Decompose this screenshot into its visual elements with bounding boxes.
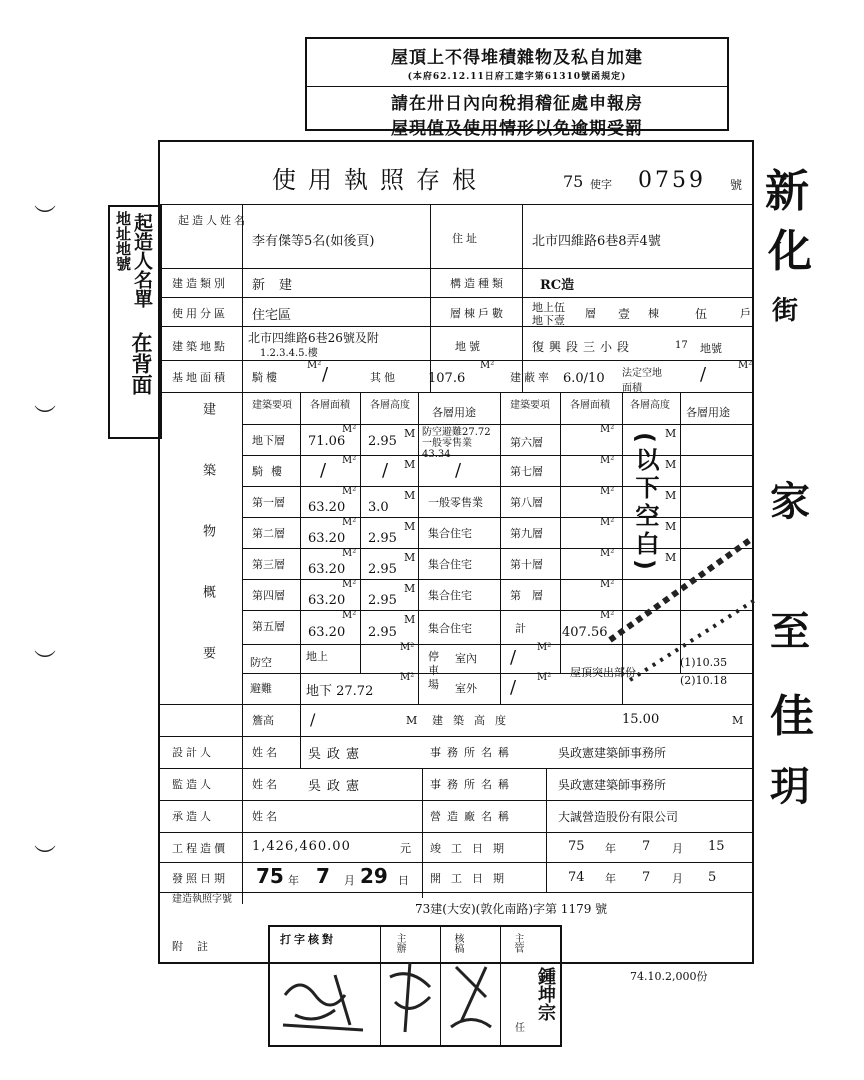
floor-use: 集合住宅 <box>428 558 472 571</box>
height-header-2: 各層高度 <box>630 400 670 411</box>
floor-area: 63.20 <box>308 500 346 515</box>
lot-label: 地號 <box>455 340 483 353</box>
builder-value: 李有傑等5名(如後頁) <box>252 234 375 249</box>
start-year: 74 <box>568 870 585 885</box>
seal-scribble <box>275 955 375 1040</box>
permit-value: 73建(大安)(敦化南路)字第 1179 號 <box>415 902 608 916</box>
area-header-2: 各層面積 <box>570 400 610 411</box>
building-height-value: 15.00 <box>622 712 660 727</box>
floor-right-name: 第十層 <box>510 558 543 571</box>
seal-smudge <box>600 520 760 720</box>
finish-label: 竣工日期 <box>430 842 514 855</box>
cut-off-glyph: 街 <box>772 296 799 326</box>
coverage-label: 建蔽率 <box>510 371 552 384</box>
overview-label: 建築物概要 <box>200 402 215 707</box>
location-line-2: 1.2.3.4.5.樓 <box>260 348 318 359</box>
stamp-line-2: (本府62.12.11日府工建字第61310號函規定) <box>407 72 627 82</box>
cut-off-glyph: 新 <box>765 166 809 217</box>
margin-mark: ︶ <box>34 405 57 430</box>
top-notice-stamp <box>305 37 729 139</box>
contractor-name-label: 姓名 <box>252 810 280 823</box>
floors-label: 層棟戶數 <box>450 307 506 320</box>
floor-use: / <box>455 460 462 481</box>
floor-name: 第一層 <box>252 496 285 509</box>
structure-label: 構造種類 <box>450 277 506 290</box>
year-unit: 年 <box>605 842 616 855</box>
shelter-label: 防空避難 <box>250 656 272 695</box>
floor-use: 一般零售業 <box>428 496 483 509</box>
lot-suffix: 地號 <box>700 342 722 355</box>
units-unit: 戶 <box>740 307 751 320</box>
approval-col-4: 任 <box>515 1023 525 1034</box>
designer-name: 吳政憲 <box>308 747 366 762</box>
stamp-line-1: 屋頂上不得堆積雜物及私自加建 <box>391 48 643 68</box>
buildings-unit: 棟 <box>648 307 659 320</box>
floor-area: 71.06 <box>308 434 346 449</box>
shelter-up-label: 地上 <box>306 650 328 663</box>
other-value: 107.6 <box>428 371 466 386</box>
legal-open-label: 法定空地面積 <box>622 368 662 394</box>
remarks-label: 附註 <box>172 940 222 953</box>
cut-off-glyph: 玥 <box>770 764 810 810</box>
side-note-col-2: 地址地號 <box>114 211 132 271</box>
floor-area: 63.20 <box>308 562 346 577</box>
coverage-value: 6.0/10 <box>563 371 605 386</box>
floor-right-name: 第九層 <box>510 527 543 540</box>
floor-right-name: 第八層 <box>510 496 543 509</box>
side-note <box>108 205 162 439</box>
issue-month: 7 <box>316 864 330 888</box>
structure-value: RC造 <box>540 278 575 293</box>
item-header-2: 建築要項 <box>510 400 550 411</box>
floor-use: 集合住宅 <box>428 589 472 602</box>
floor-area: 63.20 <box>308 625 346 640</box>
shelter-basement: 地下 27.72 <box>306 684 374 699</box>
floor-height: 2.95 <box>368 434 397 449</box>
cost-value: 1,426,460.00 <box>252 839 351 854</box>
unit-m2: M² <box>738 360 753 371</box>
issue-year: 75 <box>256 864 284 888</box>
contractor-label: 承造人 <box>172 810 214 823</box>
parking-in: 室內 <box>455 652 477 665</box>
form-title: 使用執照存根 <box>272 166 488 194</box>
address-label: 住址 <box>452 232 480 245</box>
month-unit: 月 <box>672 872 683 885</box>
floor-area: 63.20 <box>308 531 346 546</box>
year-unit: 年 <box>605 872 616 885</box>
stamp-line-4: 屋現值及使用情形以免逾期受罰 <box>391 119 643 139</box>
permit-number: 0759 <box>638 168 706 193</box>
cut-off-glyph: 家 <box>770 479 810 525</box>
issue-date-label: 發照日期 <box>172 872 228 885</box>
floor-right-name: 第六層 <box>510 436 543 449</box>
month-unit: 月 <box>672 842 683 855</box>
builder-label: 起造人姓名 <box>178 214 248 227</box>
floors-above: 地上伍 <box>532 301 565 314</box>
start-label: 開工日期 <box>430 872 514 885</box>
floor-height: 2.95 <box>368 562 397 577</box>
margin-mark: ︶ <box>34 650 57 675</box>
contractor-firm: 大誠營造股份有限公司 <box>558 810 679 824</box>
roof-height-1: (1)10.35 <box>680 656 728 669</box>
use-header-2: 各層用途 <box>686 406 730 419</box>
supervisor-label: 監造人 <box>172 778 214 791</box>
floor-use: 集合住宅 <box>428 622 472 635</box>
approval-col-1: 主辦 <box>394 933 405 953</box>
floor-area: 63.20 <box>308 593 346 608</box>
supervisor-office: 吳政憲建築師事務所 <box>558 778 667 792</box>
arcade-label: 騎樓 <box>252 371 280 384</box>
cut-off-glyph: 至 <box>770 609 810 655</box>
designer-name-label: 姓名 <box>252 746 280 759</box>
permit-word: 使字 <box>590 178 612 191</box>
floor-right-name: 第 層 <box>510 589 543 602</box>
total-area: 407.56 <box>562 625 608 640</box>
use-header: 各層用途 <box>432 406 476 419</box>
side-note-col-3: 在背面 <box>129 332 154 395</box>
floor-right-name: 計 <box>515 622 526 635</box>
floor-name: 第三層 <box>252 558 285 571</box>
floor-name: 騎樓 <box>252 465 290 478</box>
finish-year: 75 <box>568 839 585 854</box>
build-type-label: 建造類別 <box>172 277 228 290</box>
floors-unit: 層 <box>585 307 596 320</box>
contractor-firm-label: 營造廠名稱 <box>430 810 515 823</box>
unit-m2: M² <box>307 360 322 371</box>
floor-name: 第五層 <box>252 620 285 633</box>
floor-use: 防空避難27.72 一般零售業 43.34 <box>422 427 491 460</box>
margin-mark: ︶ <box>34 845 57 870</box>
supervisor-name-label: 姓名 <box>252 778 280 791</box>
designer-office: 吳政憲建築師事務所 <box>558 746 667 760</box>
floor-height: 3.0 <box>368 500 389 515</box>
supervisor-office-label: 事務所名稱 <box>430 778 515 791</box>
eave-label: 簷高 <box>252 714 274 727</box>
zone-label: 使用分區 <box>172 307 228 320</box>
floor-area: / <box>320 460 327 481</box>
side-note-col-1: 起造人名單 <box>131 213 153 308</box>
floors-below: 地下壹 <box>532 314 565 327</box>
permit-label: 建造執照字號 <box>172 894 232 905</box>
floor-name: 地下層 <box>252 434 285 447</box>
lot-number: 17 <box>675 340 688 351</box>
floor-height: 2.95 <box>368 625 397 640</box>
issue-day: 29 <box>360 864 388 888</box>
seal-scribble <box>446 957 501 1037</box>
designer-label: 設計人 <box>172 746 214 759</box>
finish-day: 15 <box>708 839 725 854</box>
year-unit: 年 <box>288 874 299 887</box>
approval-col-3: 主管 <box>512 933 523 953</box>
designer-office-label: 事務所名稱 <box>430 746 515 759</box>
stamp-line-3: 請在卅日內向稅捐稽征處申報房 <box>307 86 727 114</box>
parking-label: 停車場 <box>428 650 439 691</box>
floor-height: 2.95 <box>368 593 397 608</box>
approval-box <box>268 925 562 1047</box>
margin-mark: ︶ <box>34 205 57 230</box>
cut-off-glyph: 佳 <box>770 691 814 742</box>
start-month: 7 <box>642 870 651 885</box>
unit-m2: M² <box>480 360 495 371</box>
address-value: 北市四維路6巷8弄4號 <box>532 234 661 249</box>
item-header: 建築要項 <box>252 400 292 411</box>
location-label: 建築地點 <box>172 340 228 353</box>
permit-suffix: 號 <box>730 178 743 192</box>
approval-col-2: 核稿 <box>452 933 463 953</box>
floor-name: 第四層 <box>252 589 285 602</box>
base-area-label: 基地面積 <box>172 371 228 384</box>
lot-section: 復興段三小段 <box>532 340 635 354</box>
buildings-value: 壹 <box>618 307 631 321</box>
floor-right-name: 第七層 <box>510 465 543 478</box>
month-unit: 月 <box>344 874 355 887</box>
roof-height-2: (2)10.18 <box>680 674 728 687</box>
floor-height: 2.95 <box>368 531 397 546</box>
height-header: 各層高度 <box>370 400 410 411</box>
approval-signature: 鍾坤宗 <box>535 967 556 1021</box>
units-value: 伍 <box>695 307 708 321</box>
supervisor-name: 吳政憲 <box>308 779 366 794</box>
permit-year: 75 <box>563 172 584 191</box>
build-type-value: 新建 <box>252 278 307 293</box>
seal-scribble <box>385 957 440 1037</box>
day-unit: 日 <box>398 874 409 887</box>
other-label: 其他 <box>370 371 398 384</box>
start-day: 5 <box>708 870 717 885</box>
blank-note: (以下空白) <box>631 432 659 574</box>
cost-label: 工程造價 <box>172 842 228 855</box>
location-line-1: 北市四維路6巷26號及附 <box>248 331 379 345</box>
floor-height: / <box>382 460 389 481</box>
cost-unit: 元 <box>400 842 411 855</box>
cut-off-glyph: 化 <box>768 226 812 277</box>
permit-form: 使用執照存根 75 使字 0759 號 起造人姓名 李有傑等5名(如後頁) 住址 北市四維路6巷8弄4號 建造類別 新建 構造種類 RC造 使用分區 住宅區 層棟戶數 地上伍 地下壹 層 壹 棟 伍 戶 建築地點 北市四維路6巷26號及附 1.2.3.4.5.樓 地號 復興段三小段 17 地號 基地面積 騎樓 M² / 其他 107.6 M² 建蔽率 6.0/10 法定空地面積 / M² 建築物概要 建築要項 各層面積 各層高度 各層用途 建築要項 各層面積 各層高度 各層用途 地下層 71.06 2.95 防空避難27.72 一般零售業 43.34 第六層 騎樓 / / / 第七層 第一層 63.20 3.0 一般零售業 第八層 第二層 63.20 2.95 集合住宅 第九層 第三層 63.20 2.95 集合住宅 第十層 第四層 63.20 2.95 集合住宅 第 層 第五層 63.20 2.95 集合住宅 計 407.56 M² M M² M M² M M² M M² M M² M M² M M² M M² M M² M M² M M² M M² M² (以下空白) 防空避難 地上 地下 27.72 M² M² 停車場 室內 室外 / / M² M² 屋頂突出部份 (1)10.35 (2)10.18 簷高 / M 建築高度 15.00 M 設計人 姓名 吳政憲 事務所名稱 吳政憲建築師事務所 監造人 姓名 吳政憲 事務所名稱 吳政憲建築師事務所 承造人 姓名 營造廠名稱 大誠營造股份有限公司 工程造價 1,426,460.00 元 竣工日期 75 年 7 月 15 發照日期 75 年 7 月 29 日 開工日期 74 年 7 月 5 建造執照字號 73建(大安)(敦化南路)字第 1179 號 附註 74.10.2,000份 <box>158 140 754 964</box>
floor-use: 集合住宅 <box>428 527 472 540</box>
building-height-label: 建築高度 <box>432 714 516 727</box>
approval-title: 打字核對 <box>280 933 336 946</box>
floor-name: 第二層 <box>252 527 285 540</box>
finish-month: 7 <box>642 839 651 854</box>
zone-value: 住宅區 <box>252 308 292 323</box>
parking-out: 室外 <box>455 682 477 695</box>
print-note: 74.10.2,000份 <box>630 970 708 983</box>
roof-note: 屋頂突出部份 <box>570 666 636 679</box>
area-header: 各層面積 <box>310 400 350 411</box>
